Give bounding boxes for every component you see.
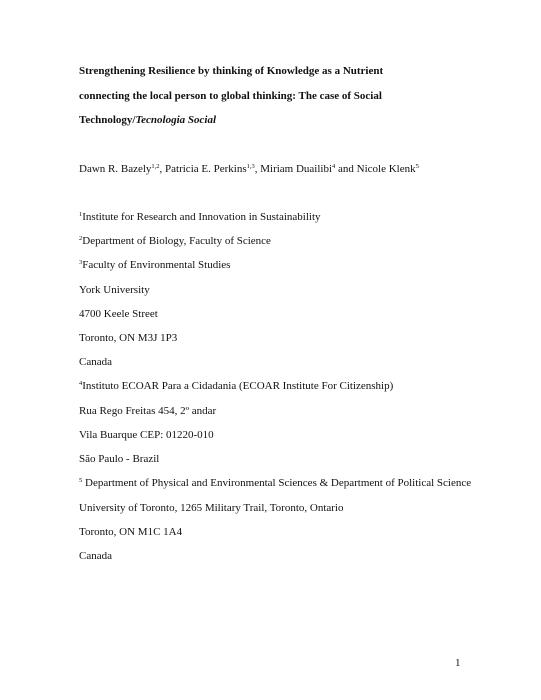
author-name: Nicole Klenk xyxy=(356,163,416,175)
address-line: Toronto, ON M3J 1P3 xyxy=(79,332,178,344)
author-affiliation-sup: 1,3 xyxy=(246,163,255,170)
title-line-3-plain: Technology/ xyxy=(79,114,136,126)
address-line: Canada xyxy=(79,550,112,562)
affiliation-text: Department of Biology, Faculty of Science xyxy=(82,235,271,247)
affiliation-text: Faculty of Environmental Studies xyxy=(82,259,231,271)
address-line: 4700 Keele Street xyxy=(79,308,158,320)
address-line: Vila Buarque CEP: 01220-010 xyxy=(79,429,214,441)
affiliation-sup: 1 xyxy=(79,211,83,218)
affiliation-3 xyxy=(79,259,230,272)
author-affiliation-sup: 4 xyxy=(332,163,336,170)
address-line: Rua Rego Freitas 454, 2º andar xyxy=(79,405,217,417)
author-name: Dawn R. Bazely xyxy=(79,163,152,175)
affiliation-sup: 2 xyxy=(79,235,83,242)
address-line: University of Toronto, 1265 Military Trail, Toronto, Ontario xyxy=(79,502,344,514)
author-separator: , xyxy=(159,163,166,175)
affiliation-4 xyxy=(79,380,393,393)
affiliation-5 xyxy=(79,477,471,490)
title-line-1: Strengthening Resilience by thinking of Knowledge as a Nutrient xyxy=(79,65,384,77)
affiliation-sup: 5 xyxy=(79,477,83,484)
page-number: 1 xyxy=(455,657,461,669)
affiliation-sup: 4 xyxy=(79,380,83,387)
title-line-3-italic: Tecnologia Social xyxy=(135,114,217,126)
title-line-2: connecting the local person to global thinking: The case of Social xyxy=(79,90,382,102)
affiliation-text: Institute for Research and Innovation in Sustainability xyxy=(82,211,321,223)
author-name: Miriam Duailibi xyxy=(260,163,333,175)
author-affiliation-sup: 5 xyxy=(415,163,419,170)
address-line: Canada xyxy=(79,356,112,368)
affiliation-2 xyxy=(79,235,271,248)
title-line-3 xyxy=(79,114,216,127)
address-line: São Paulo - Brazil xyxy=(79,453,160,465)
author-affiliation-sup: 1,2 xyxy=(151,163,160,170)
affiliation-text: Instituto ECOAR Para a Cidadania (ECOAR Institute For Citizenship) xyxy=(82,380,394,392)
affiliation-sup: 3 xyxy=(79,259,83,266)
author-name: Patricia E. Perkins xyxy=(165,163,247,175)
address-line: York University xyxy=(79,284,150,296)
author-list xyxy=(79,163,419,176)
affiliation-text: Department of Physical and Environmental Sciences & Department of Political Science xyxy=(82,477,472,489)
author-separator: and xyxy=(335,163,357,175)
author-separator: , xyxy=(254,163,261,175)
affiliation-1 xyxy=(79,211,321,224)
address-line: Toronto, ON M1C 1A4 xyxy=(79,526,183,538)
